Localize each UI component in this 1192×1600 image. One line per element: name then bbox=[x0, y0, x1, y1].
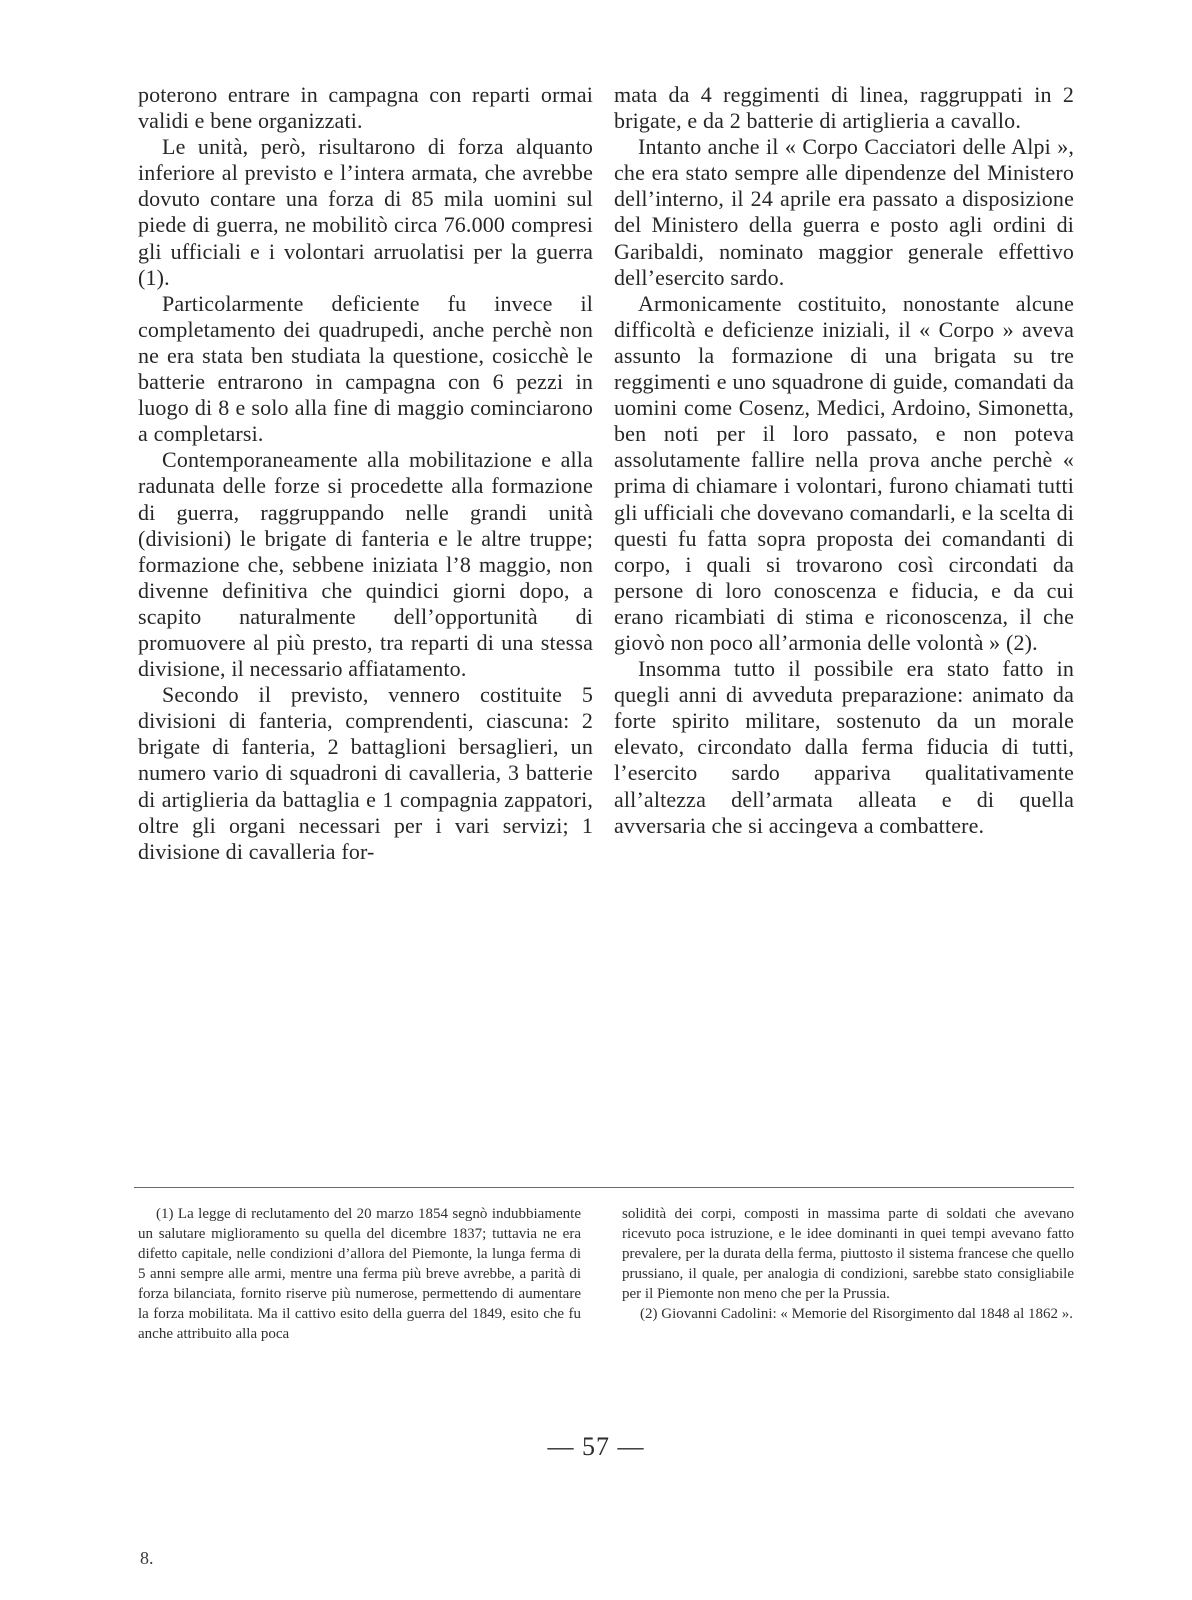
paragraph: Le unità, però, risultarono di forza alquanto inferiore al previsto e l’intera armata, che avrebbe dovuto contare una forza di 85 mila uomini sul piede di guerra, ne mobilitò circa 76.000 compresi gli ufficiali e i volontari arruolatisi per la guerra (1). bbox=[138, 134, 593, 290]
footnote-2: (2) Giovanni Cadolini: « Memorie del Risorgimento dal 1848 al 1862 ». bbox=[640, 1306, 1074, 1322]
signature-mark: 8. bbox=[140, 1548, 154, 1568]
paragraph: Intanto anche il « Corpo Cacciatori delle Alpi », che era stato sempre alle dipendenze del Ministero dell’interno, il 24 aprile era passato a disposizione del Ministero della guerra e posto agli ordini di Garibaldi, nominato maggior generale effettivo dell’esercito sardo. bbox=[614, 134, 1074, 290]
left-text-column bbox=[138, 82, 593, 865]
footnotes-left-column bbox=[138, 1204, 581, 1344]
paragraph: Secondo il previsto, vennero costituite 5 divisioni di fanteria, comprendenti, ciascuna: 2 brigate di fanteria, 2 battaglioni bersaglieri, un numero vario di squadroni di cavalleria, 3 batterie di artiglieria da battaglia e 1 compagnia zappatori, oltre gli organi necessari per i vari servizi; 1 divisione di cavalleria for- bbox=[138, 682, 593, 864]
footnotes-right-column bbox=[622, 1204, 1074, 1324]
footnote-divider bbox=[134, 1187, 1074, 1188]
paragraph: Armonicamente costituito, nonostante alcune difficoltà e deficienze iniziali, il « Corpo » aveva assunto la formazione di una brigata su tre reggimenti e uno squadrone di guide, comandati da uomini come Cosenz, Medici, Ardoino, Simonetta, ben noti per il loro passato, e non poteva assolutamente fallire nella prova anche perchè « prima di chiamare i volontari, furono chiamati tutti gli ufficiali che dovevano comandarli, e la scelta di questi fu fatta sopra proposta dei comandanti di corpo, i quali si trovarono così circondati da persone di loro conoscenza e fiducia, e da cui erano ricambiati di stima e riconoscenza, il che giovò non poco all’armonia delle volontà » (2). bbox=[614, 290, 1074, 655]
footnote-1: (1) La legge di reclutamento del 20 marzo 1854 segnò indubbiamente un salutare miglioramento su quella del dicembre 1837; tuttavia ne era difetto capitale, nelle condizioni d’allora del Piemonte, la lunga ferma di 5 anni sempre alle armi, mentre una ferma più breve avrebbe, a parità di forza bilanciata, fornito riserve più numerose, permettendo di aumentare la forza mobilitata. Ma il cattivo esito della guerra del 1849, esito che fu anche attribuito alla poca bbox=[138, 1206, 581, 1342]
paragraph: Particolarmente deficiente fu invece il completamento dei quadrupedi, anche perchè non ne era stata ben studiata la questione, cosicchè le batterie entrarono in campagna con 6 pezzi in luogo di 8 e solo alla fine di maggio cominciarono a completarsi. bbox=[138, 290, 593, 447]
paragraph: Contemporaneamente alla mobilitazione e alla radunata delle forze si procedette alla formazione di guerra, raggruppando nelle grandi unità (divisioni) le brigate di fanteria e le altre truppe; formazione che, sebbene iniziata l’8 maggio, non divenne definitiva che quindici giorni dopo, a scapito naturalmente dell’opportunità di promuovere al più presto, tra reparti di una stessa divisione, il necessario affiatamento. bbox=[138, 447, 593, 682]
paragraph: poterono entrare in campagna con reparti ormai validi e bene organizzati. bbox=[138, 82, 593, 134]
right-text-column bbox=[614, 82, 1074, 839]
paragraph: mata da 4 reggimenti di linea, raggruppati in 2 brigate, e da 2 batterie di artiglieria a cavallo. bbox=[614, 82, 1074, 134]
footnote-1-continued: solidità dei corpi, composti in massima parte di soldati che avevano ricevuto poca istruzione, e le idee dominanti in quei tempi avevano fatto prevalere, per la durata della ferma, piuttosto il sistema francese che quello prussiano, il quale, per analogia di condizioni, sarebbe stato consigliabile per il Piemonte non meno che per la Prussia. bbox=[622, 1206, 1074, 1302]
paragraph: Insomma tutto il possibile era stato fatto in quegli anni di avveduta preparazione: animato da forte spirito militare, sostenuto da un morale elevato, circondato dalla ferma fiducia di tutti, l’esercito sardo appariva qualitativamente all’altezza dell’armata alleata e di quella avversaria che si accingeva a combattere. bbox=[614, 656, 1074, 838]
page-number: — 57 — bbox=[547, 1432, 645, 1461]
